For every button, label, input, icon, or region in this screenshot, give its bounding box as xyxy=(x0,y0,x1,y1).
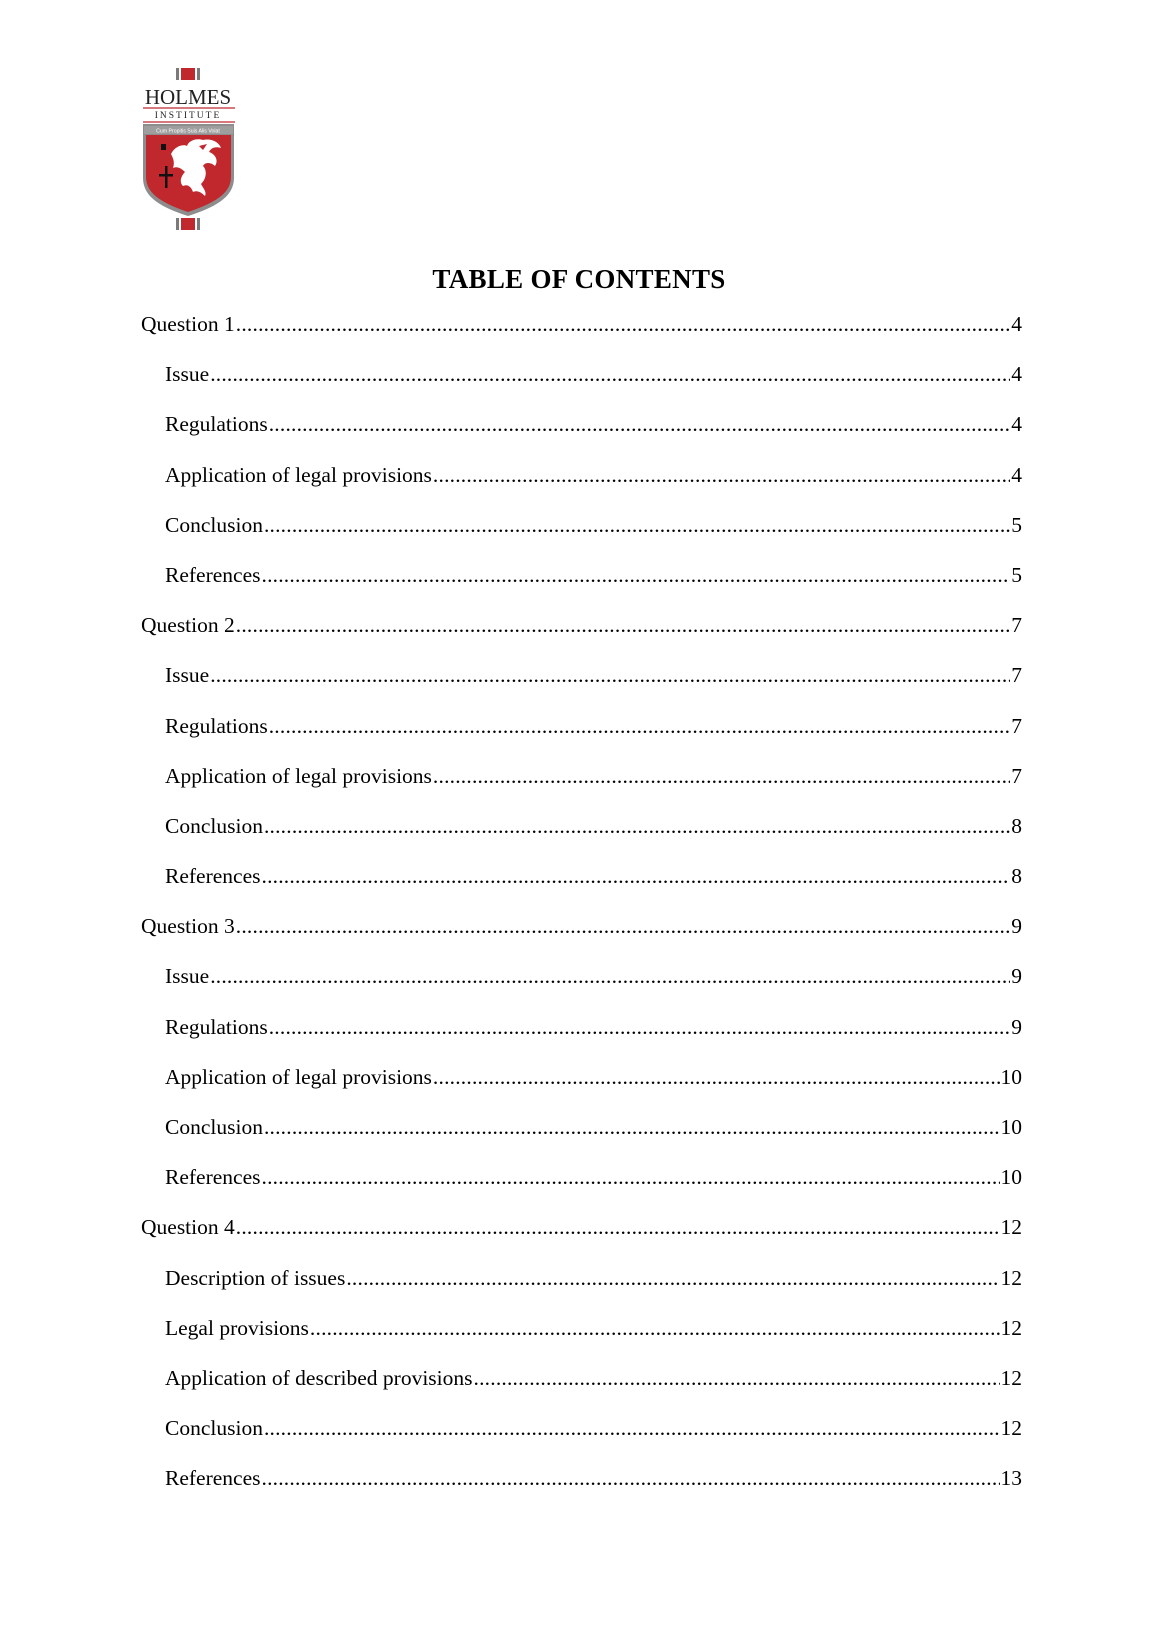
toc-dot-leader xyxy=(236,1214,1000,1240)
toc-entry-page-number: 5 xyxy=(1011,562,1022,587)
toc-entry-label: References xyxy=(165,864,261,889)
toc-entry-label: Application of legal provisions xyxy=(165,763,432,788)
toc-dot-leader xyxy=(264,813,1010,839)
toc-dot-leader xyxy=(433,763,1010,789)
toc-entry-label: Question 3 xyxy=(141,914,235,939)
toc-dot-leader xyxy=(210,662,1010,688)
toc-dot-leader xyxy=(346,1265,999,1291)
toc-entry-section[interactable] xyxy=(0,361,1158,411)
toc-entry-page-number: 10 xyxy=(1000,1064,1022,1089)
toc-dot-leader xyxy=(210,361,1010,387)
toc-entry-section[interactable] xyxy=(0,1365,1158,1415)
logo-motto: Cum Propitis Suis Alis Volat xyxy=(156,128,220,135)
toc-entry-page-number: 5 xyxy=(1011,512,1022,537)
toc-entry-page-number: 12 xyxy=(1000,1365,1022,1390)
toc-entry-label: Conclusion xyxy=(165,1115,263,1139)
toc-entry-label: References xyxy=(165,1165,261,1190)
toc-title: TABLE OF CONTENTS xyxy=(432,264,726,294)
toc-entry-section[interactable] xyxy=(0,662,1158,712)
toc-entry-page-number: 12 xyxy=(1000,1315,1022,1340)
toc-dot-leader xyxy=(474,1365,1000,1391)
holmes-institute-logo xyxy=(141,66,259,246)
toc-entry-page-number: 12 xyxy=(1000,1416,1022,1441)
toc-entry-page-number: 8 xyxy=(1011,813,1022,838)
toc-dot-leader xyxy=(236,913,1010,939)
toc-entry-label: Regulations xyxy=(165,1014,268,1039)
toc-entry-label: Description of issues xyxy=(165,1265,346,1290)
toc-dot-leader xyxy=(310,1315,1000,1341)
toc-entry-label: Conclusion xyxy=(165,1416,263,1441)
toc-dot-leader xyxy=(269,1014,1011,1040)
toc-entry-section[interactable] xyxy=(0,411,1158,461)
toc-entry-page-number: 10 xyxy=(1000,1165,1022,1190)
logo-subtitle: INSTITUTE xyxy=(154,111,222,121)
toc-entry-question[interactable] xyxy=(0,311,1158,361)
toc-entry-page-number: 4 xyxy=(1011,412,1022,437)
toc-entry-section[interactable] xyxy=(0,562,1158,612)
toc-entry-page-number: 4 xyxy=(1011,312,1022,336)
toc-entry-page-number: 4 xyxy=(1011,462,1022,487)
toc-dot-leader xyxy=(262,1465,1000,1491)
toc-entry-page-number: 12 xyxy=(1000,1265,1022,1290)
toc-entry-section[interactable] xyxy=(0,1114,1158,1164)
toc-dot-leader xyxy=(433,462,1010,488)
toc-entry-section[interactable] xyxy=(0,763,1158,813)
toc-entry-label: Regulations xyxy=(165,713,268,738)
toc-entry-section[interactable] xyxy=(0,813,1158,863)
toc-entry-page-number: 7 xyxy=(1011,663,1022,688)
toc-entry-label: References xyxy=(165,562,261,587)
toc-entry-section[interactable] xyxy=(0,462,1158,512)
toc-dot-leader xyxy=(264,1114,1000,1140)
toc-dot-leader xyxy=(236,311,1010,337)
toc-entry-page-number: 7 xyxy=(1011,713,1022,738)
toc-entry-label: Conclusion xyxy=(165,512,263,537)
toc-entry-section[interactable] xyxy=(0,863,1158,913)
toc-entry-label: Legal provisions xyxy=(165,1315,309,1340)
toc-entry-section[interactable] xyxy=(0,1415,1158,1465)
toc-entry-page-number: 9 xyxy=(1011,1014,1022,1039)
toc-entry-section[interactable] xyxy=(0,1315,1158,1365)
toc-entry-page-number: 8 xyxy=(1011,864,1022,889)
toc-entry-label: Application of described provisions xyxy=(165,1365,473,1390)
toc-dot-leader xyxy=(269,713,1011,739)
toc-entry-label: Issue xyxy=(165,663,210,688)
toc-entry-page-number: 4 xyxy=(1011,362,1022,387)
toc-entry-label: Application of legal provisions xyxy=(165,1064,432,1089)
toc-dot-leader xyxy=(264,1415,1000,1441)
toc-dot-leader xyxy=(210,963,1010,989)
toc-list xyxy=(0,311,1158,1516)
toc-entry-page-number: 9 xyxy=(1011,914,1022,939)
toc-entry-section[interactable] xyxy=(0,1265,1158,1315)
toc-dot-leader xyxy=(433,1064,1000,1090)
toc-entry-page-number: 7 xyxy=(1011,763,1022,788)
griffin-shield-icon xyxy=(141,66,259,246)
toc-entry-page-number: 7 xyxy=(1011,613,1022,638)
toc-entry-section[interactable] xyxy=(0,1465,1158,1515)
toc-dot-leader xyxy=(262,562,1011,588)
toc-dot-leader xyxy=(236,612,1010,638)
toc-entry-section[interactable] xyxy=(0,512,1158,562)
toc-entry-page-number: 13 xyxy=(1000,1466,1022,1491)
toc-entry-section[interactable] xyxy=(0,1164,1158,1214)
logo-brand: HOLMES xyxy=(144,85,232,109)
toc-dot-leader xyxy=(262,863,1011,889)
toc-entry-label: Question 1 xyxy=(141,312,235,336)
toc-entry-section[interactable] xyxy=(0,1014,1158,1064)
toc-dot-leader xyxy=(262,1164,1000,1190)
toc-entry-label: Issue xyxy=(165,362,210,387)
toc-entry-label: Question 4 xyxy=(141,1215,235,1240)
toc-entry-section[interactable] xyxy=(0,963,1158,1013)
toc-entry-label: Issue xyxy=(165,964,210,989)
toc-entry-page-number: 10 xyxy=(1000,1115,1022,1139)
toc-entry-section[interactable] xyxy=(0,1064,1158,1114)
toc-entry-label: Question 2 xyxy=(141,613,235,638)
toc-entry-question[interactable] xyxy=(0,1214,1158,1264)
toc-entry-page-number: 12 xyxy=(1000,1215,1022,1240)
toc-entry-section[interactable] xyxy=(0,713,1158,763)
toc-entry-label: Application of legal provisions xyxy=(165,462,432,487)
toc-entry-label: Conclusion xyxy=(165,813,263,838)
toc-entry-question[interactable] xyxy=(0,612,1158,662)
toc-entry-label: Regulations xyxy=(165,412,268,437)
toc-entry-question[interactable] xyxy=(0,913,1158,963)
toc-dot-leader xyxy=(269,411,1011,437)
toc-entry-label: References xyxy=(165,1466,261,1491)
toc-dot-leader xyxy=(264,512,1010,538)
toc-entry-page-number: 9 xyxy=(1011,964,1022,989)
